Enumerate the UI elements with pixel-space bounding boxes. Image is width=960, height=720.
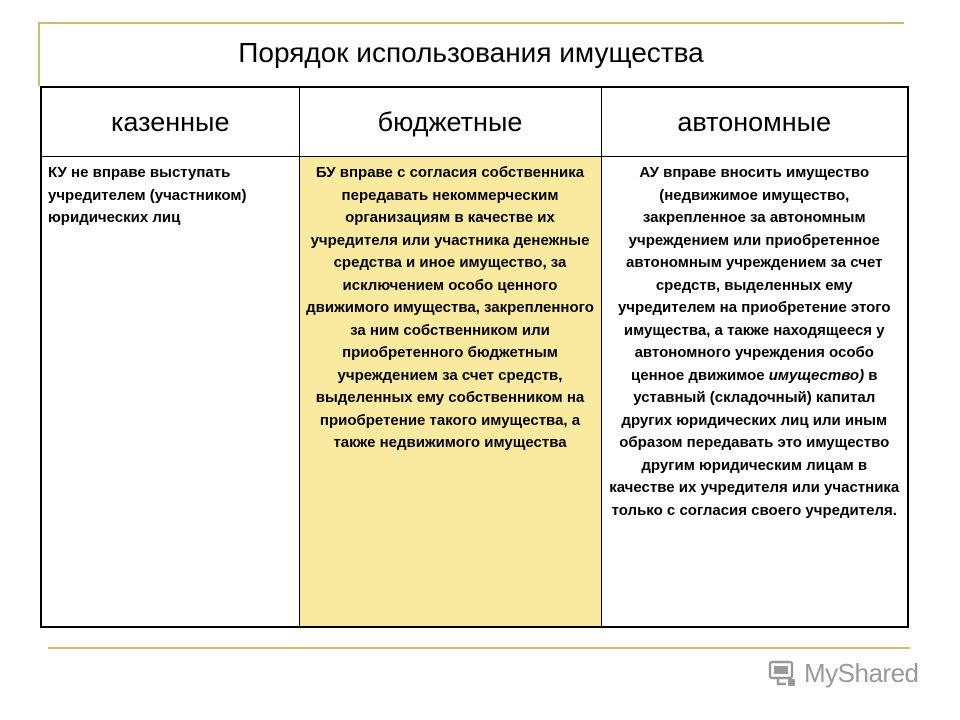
comparison-table [40, 86, 909, 628]
cell-avtonomnye-text-2: в уставный (складочный) капитал других юридических лиц или иным образом передавать это имущество другим юридическим лицам в качестве их учредителя или участника только с согласия своего учредителя. [609, 366, 900, 519]
header-row [41, 87, 908, 157]
brand-name: MyShared [804, 657, 919, 688]
cell-kazennye: КУ не вправе выступать учредителем (участником) юридических лиц [41, 157, 299, 627]
cell-avtonomnye [601, 157, 908, 627]
brand-watermark [768, 658, 928, 688]
column-header-byudzhetnye: бюджетные [299, 87, 601, 157]
cell-avtonomnye-text-1: АУ вправе вносить имущество (недвижимое имущество, закрепленное за автономным учреждением или приобретенное автономным учреждением за счет средств, выделенных ему учредителем на приобретение этого имущества, а также находящееся у автономного учреждения особо ценное движимое [617, 164, 891, 384]
bottom-rule [48, 647, 910, 649]
slide-title: Порядок использования имущества [238, 37, 704, 68]
column-header-avtonomnye: автономные [601, 87, 908, 157]
cell-byudzhetnye: БУ вправе с согласия собственника передавать некоммерческим организациям в качестве их учредителя или участника денежные средства и иное имущество, за исключением особо ценного движимого имущества, закрепленного за ним собственником или приобретенного бюджетным учреждением за счет средств, выделенных ему собственником на приобретение такого имущества, а также недвижимого имущества [299, 157, 601, 627]
table-row [41, 157, 908, 627]
column-header-kazennye: казенные [41, 87, 299, 157]
myshared-logo-icon [768, 659, 798, 687]
cell-avtonomnye-italic: имущество) [768, 366, 865, 384]
